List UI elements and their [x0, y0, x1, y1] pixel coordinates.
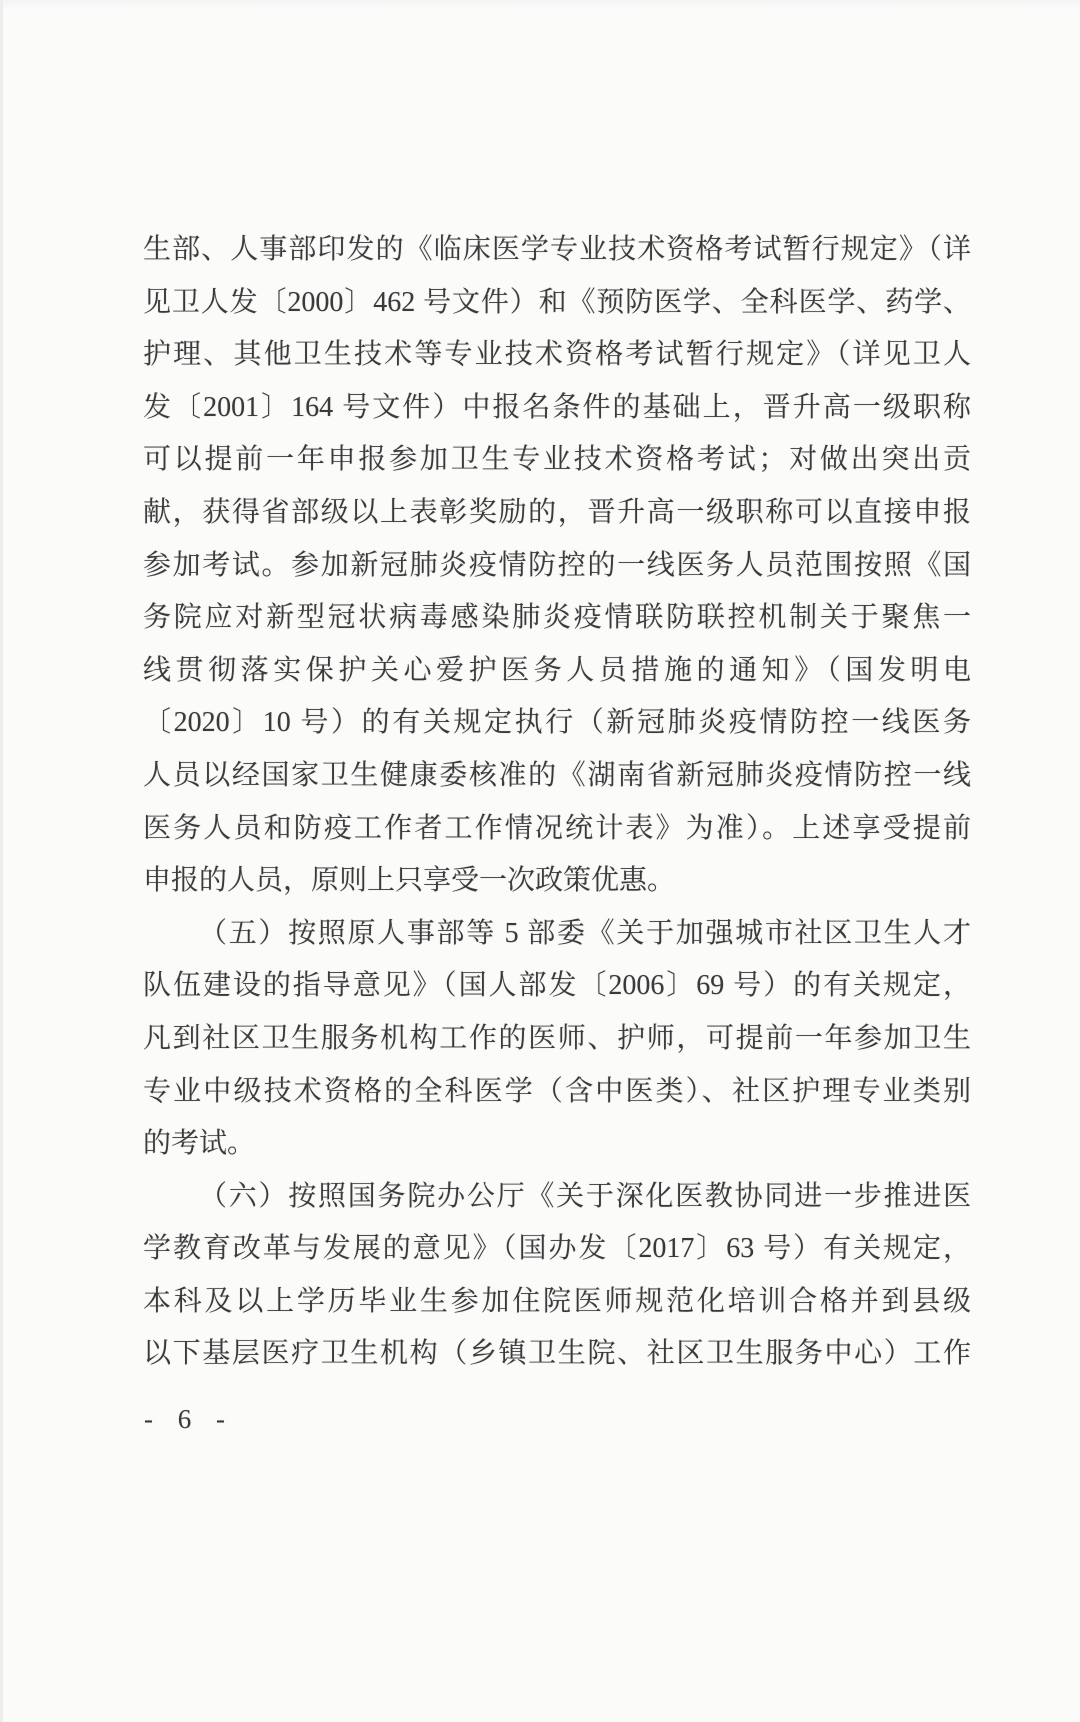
- page-number: - 6 -: [144, 1404, 230, 1434]
- body-text-line: 见卫人发〔2000〕462 号文件）和《预防医学、全科医学、药学、: [143, 286, 971, 318]
- body-text-line: 队伍建设的指导意见》（国人部发〔2006〕69 号）的有关规定，: [143, 970, 971, 1002]
- body-text-line-paragraph-start: （五）按照原人事部等 5 部委《关于加强城市社区卫生人才: [199, 917, 971, 949]
- body-text-line: 医务人员和防疫工作者工作情况统计表》为准）。上述享受提前: [143, 812, 971, 844]
- body-text-line-paragraph-end: 申报的人员，原则上只享受一次政策优惠。: [143, 865, 676, 897]
- body-text-line: 护理、其他卫生技术等专业技术资格考试暂行规定》（详见卫人: [143, 339, 971, 371]
- body-text-line: 线贯彻落实保护关心爱护医务人员措施的通知》（国发明电: [143, 654, 971, 686]
- body-text-line: 人员以经国家卫生健康委核准的《湖南省新冠肺炎疫情防控一线: [143, 759, 971, 791]
- scan-edge-artifact: [0, 0, 3, 1722]
- body-text-line: 可以提前一年申报参加卫生专业技术资格考试；对做出突出贡: [143, 444, 971, 476]
- body-text-line: 凡到社区卫生服务机构工作的医师、护师，可提前一年参加卫生: [143, 1022, 971, 1054]
- body-text-line: 学教育改革与发展的意见》（国办发〔2017〕63 号）有关规定，: [143, 1233, 971, 1265]
- body-text-line: 生部、人事部印发的《临床医学专业技术资格考试暂行规定》（详: [143, 234, 971, 265]
- body-text-line: 以下基层医疗卫生机构（乡镇卫生院、社区卫生服务中心）工作: [143, 1338, 971, 1370]
- body-text-line: 本科及以上学历毕业生参加住院医师规范化培训合格并到县级: [143, 1285, 971, 1317]
- body-text-line-paragraph-end: 的考试。: [143, 1128, 256, 1160]
- body-text-line: 〔2020〕10 号）的有关规定执行（新冠肺炎疫情防控一线医务: [143, 707, 971, 739]
- body-text-line: 务院应对新型冠状病毒感染肺炎疫情联防联控机制关于聚焦一: [143, 602, 971, 634]
- body-text-line: 参加考试。参加新冠肺炎疫情防控的一线医务人员范围按照《国: [143, 549, 971, 581]
- body-text-line: 发〔2001〕164 号文件）中报名条件的基础上，晋升高一级职称: [143, 391, 971, 423]
- document-body: [143, 224, 971, 1381]
- body-text-line: 献，获得省部级以上表彰奖励的，晋升高一级职称可以直接申报: [143, 496, 971, 528]
- body-text-line: 专业中级技术资格的全科医学（含中医类）、社区护理专业类别: [143, 1075, 971, 1107]
- body-text-line-paragraph-start: （六）按照国务院办公厅《关于深化医教协同进一步推进医: [199, 1180, 971, 1212]
